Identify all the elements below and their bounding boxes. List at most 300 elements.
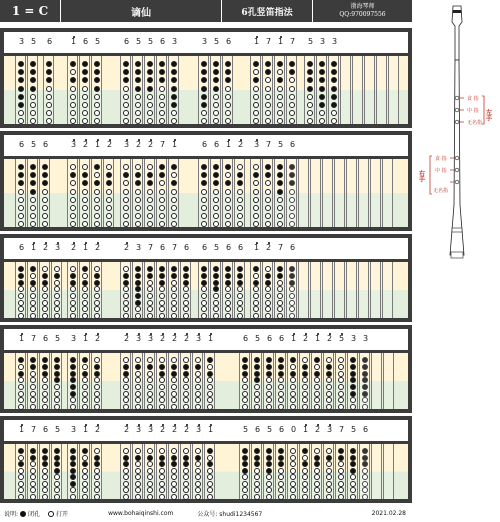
closed-hole-icon (94, 371, 100, 377)
open-hole-icon (18, 300, 24, 306)
open-hole-icon (159, 391, 165, 397)
closed-hole-icon (30, 189, 36, 195)
note: 2 (123, 243, 130, 252)
open-hole-icon (94, 197, 100, 203)
open-hole-icon (94, 377, 100, 383)
fingering-column (274, 159, 285, 227)
octave-dot (198, 333, 200, 335)
closed-hole-icon (277, 172, 283, 178)
open-hole-icon (94, 118, 100, 124)
note: 5 (338, 334, 345, 343)
closed-hole-icon (147, 180, 153, 186)
closed-hole-icon (171, 461, 177, 467)
note: 6 (242, 334, 249, 343)
open-hole-icon (123, 487, 129, 493)
open-hole-icon (290, 494, 296, 500)
open-hole-icon (171, 221, 177, 227)
closed-hole-icon (46, 77, 52, 83)
octave-dot (293, 333, 295, 335)
open-hole-icon (314, 377, 320, 383)
note: 1 (30, 243, 37, 252)
open-hole-icon (106, 189, 112, 195)
open-hole-icon (30, 293, 36, 299)
open-hole-icon (94, 110, 100, 116)
open-hole-icon (42, 468, 48, 474)
open-hole-icon (82, 189, 88, 195)
open-hole-icon (70, 180, 76, 186)
octave-dot (317, 333, 319, 335)
closed-hole-icon (159, 172, 165, 178)
open-hole-icon (277, 221, 283, 227)
open-hole-icon (331, 110, 337, 116)
closed-hole-icon (254, 377, 260, 383)
note: 7 (30, 425, 37, 434)
empty-column (286, 262, 297, 318)
open-hole-icon (225, 172, 231, 178)
open-hole-icon (171, 197, 177, 203)
closed-hole-icon (123, 273, 129, 279)
fingering-column (250, 262, 261, 318)
fingering-column (286, 56, 297, 124)
open-hole-icon (319, 110, 325, 116)
fingering-column (15, 159, 26, 227)
octave-dot (21, 424, 23, 426)
closed-hole-icon (225, 266, 231, 272)
open-hole-icon (135, 102, 141, 108)
open-label: 打开 (56, 511, 69, 518)
open-hole-icon (326, 481, 332, 487)
closed-hole-icon (54, 364, 60, 370)
fingering-column (239, 353, 250, 409)
open-hole-icon (123, 404, 129, 410)
closed-hole-icon (70, 77, 76, 83)
closed-hole-icon (18, 371, 24, 377)
open-hole-icon (195, 391, 201, 397)
open-hole-icon (54, 313, 60, 319)
empty-column (376, 56, 387, 124)
closed-hole-icon (54, 455, 60, 461)
closed-hole-icon (94, 77, 100, 83)
closed-hole-icon (42, 273, 48, 279)
open-hole-icon (277, 86, 283, 92)
closed-hole-icon (201, 61, 207, 67)
open-hole-icon (253, 94, 259, 100)
note: 6 (42, 334, 49, 343)
closed-hole-icon (213, 86, 219, 92)
open-hole-icon (147, 313, 153, 319)
closed-hole-icon (135, 286, 141, 292)
closed-hole-icon (213, 77, 219, 83)
open-hole-icon (82, 474, 88, 480)
open-hole-icon (30, 197, 36, 203)
closed-hole-icon (319, 86, 325, 92)
note: 2 (123, 425, 130, 434)
open-hole-icon (42, 286, 48, 292)
note: 5 (135, 37, 142, 46)
open-hole-icon (42, 300, 48, 306)
closed-hole-icon (70, 172, 76, 178)
open-hole-icon (277, 313, 283, 319)
open-hole-icon (302, 404, 308, 410)
open-hole-icon (225, 102, 231, 108)
octave-dot (174, 333, 176, 335)
closed-hole-icon (18, 94, 24, 100)
closed-hole-icon (350, 357, 356, 363)
open-hole-icon (30, 474, 36, 480)
octave-dot (305, 333, 307, 335)
note: 1 (290, 334, 297, 343)
closed-label: 闭孔 (28, 511, 41, 518)
closed-hole-icon (207, 461, 213, 467)
open-hole-icon (254, 494, 260, 500)
closed-hole-icon (135, 455, 141, 461)
open-hole-icon (278, 487, 284, 493)
closed-hole-icon (319, 61, 325, 67)
closed-hole-icon (159, 69, 165, 75)
closed-hole-icon (94, 164, 100, 170)
open-hole-icon (195, 487, 201, 493)
note: 3 (147, 334, 154, 343)
author-name: 渤海琴师 (350, 3, 375, 10)
closed-hole-icon (290, 357, 296, 363)
octave-dot (126, 139, 128, 141)
octave-dot (73, 36, 75, 38)
closed-hole-icon (253, 280, 259, 286)
octave-dot (256, 139, 258, 141)
open-hole-icon (350, 404, 356, 410)
octave-dot (268, 242, 270, 244)
open-hole-icon (18, 455, 24, 461)
closed-hole-icon (70, 273, 76, 279)
open-hole-icon (314, 391, 320, 397)
open-hole-icon (350, 494, 356, 500)
closed-hole-icon (278, 448, 284, 454)
octave-dot (329, 333, 331, 335)
open-hole-icon (290, 468, 296, 474)
empty-column (370, 159, 381, 227)
closed-hole-icon (70, 455, 76, 461)
open-hole-icon (18, 474, 24, 480)
note: 1 (18, 425, 25, 434)
open-hole-icon (213, 300, 219, 306)
closed-hole-icon (307, 69, 313, 75)
open-hole-icon (147, 293, 153, 299)
closed-hole-icon (183, 280, 189, 286)
open-hole-icon (253, 189, 259, 195)
open-hole-icon (42, 397, 48, 403)
fingering-column (120, 262, 131, 318)
open-hole-icon (18, 306, 24, 312)
closed-hole-icon (30, 266, 36, 272)
closed-hole-icon (42, 364, 48, 370)
open-hole-icon (70, 102, 76, 108)
open-hole-icon (82, 391, 88, 397)
empty-column (364, 56, 375, 124)
open-hole-icon (135, 94, 141, 100)
open-hole-icon (253, 180, 259, 186)
closed-hole-icon (135, 172, 141, 178)
open-hole-icon (201, 306, 207, 312)
open-hole-icon (213, 205, 219, 211)
open-hole-icon (70, 189, 76, 195)
open-hole-icon (135, 468, 141, 474)
open-hole-icon (54, 494, 60, 500)
open-hole-icon (237, 313, 243, 319)
fingering-column (79, 159, 90, 227)
open-hole-icon (183, 397, 189, 403)
closed-hole-icon (350, 391, 356, 397)
open-hole-icon (225, 189, 231, 195)
fingering-column (15, 56, 26, 124)
octave-dot (138, 333, 140, 335)
empty-column (359, 444, 370, 499)
open-hole-icon (253, 306, 259, 312)
open-hole-icon (70, 293, 76, 299)
open-hole-icon (147, 391, 153, 397)
open-hole-icon (18, 487, 24, 493)
closed-hole-icon (82, 448, 88, 454)
closed-hole-icon (253, 172, 259, 178)
open-hole-icon (242, 474, 248, 480)
note: 3 (331, 37, 338, 46)
note: 1 (253, 37, 260, 46)
fingering-column (15, 353, 26, 409)
note: 5 (242, 425, 249, 434)
octave-dot (280, 36, 282, 38)
closed-hole-icon (147, 86, 153, 92)
note: 2 (94, 334, 101, 343)
open-hole-icon (94, 313, 100, 319)
open-hole-icon (147, 481, 153, 487)
open-hole-icon (159, 86, 165, 92)
open-hole-icon (106, 164, 112, 170)
octave-dot (162, 333, 164, 335)
open-hole-icon (266, 391, 272, 397)
open-hole-icon (207, 468, 213, 474)
closed-hole-icon (18, 461, 24, 467)
closed-hole-icon (278, 357, 284, 363)
closed-hole-icon (314, 461, 320, 467)
notation-row (4, 32, 408, 53)
open-hole-icon (42, 293, 48, 299)
closed-hole-icon (277, 61, 283, 67)
open-hole-icon (277, 293, 283, 299)
open-hole-icon (70, 313, 76, 319)
note: 2 (302, 334, 309, 343)
open-hole-icon (46, 94, 52, 100)
fingering-column (15, 262, 26, 318)
open-hole-icon (18, 377, 24, 383)
closed-hole-icon (159, 461, 165, 467)
fingering-column (168, 444, 179, 499)
fingering-column (323, 353, 334, 409)
open-hole-icon (54, 300, 60, 306)
open-hole-icon (278, 494, 284, 500)
fingering-column (91, 56, 102, 124)
open-hole-icon (94, 468, 100, 474)
open-hole-icon (82, 384, 88, 390)
closed-hole-icon (82, 69, 88, 75)
empty-column (358, 262, 369, 318)
open-hole-icon (302, 391, 308, 397)
closed-hole-icon (94, 180, 100, 186)
octave-dot (256, 36, 258, 38)
open-hole-icon (42, 474, 48, 480)
fingering-column (79, 353, 90, 409)
open-hole-icon (159, 110, 165, 116)
closed-hole-icon (350, 384, 356, 390)
note: 3 (147, 425, 154, 434)
open-hole-icon (135, 110, 141, 116)
closed-hole-icon (54, 448, 60, 454)
open-hole-icon (213, 110, 219, 116)
website-link[interactable]: www.bohaiqinshi.com (108, 510, 174, 517)
closed-hole-icon (331, 77, 337, 83)
open-hole-icon (338, 377, 344, 383)
right-hand-label: 右手 (417, 170, 425, 182)
open-hole-icon (123, 164, 129, 170)
open-hole-icon (159, 221, 165, 227)
open-hole-icon (277, 286, 283, 292)
empty-column (388, 56, 399, 124)
closed-hole-icon (331, 86, 337, 92)
fingering-column (234, 159, 245, 227)
open-hole-icon (171, 397, 177, 403)
closed-hole-icon (159, 77, 165, 83)
open-hole-icon (278, 377, 284, 383)
open-hole-icon (195, 461, 201, 467)
open-hole-icon (159, 397, 165, 403)
fingering-column (156, 444, 167, 499)
closed-hole-icon (183, 455, 189, 461)
open-hole-icon (290, 364, 296, 370)
open-hole-icon (135, 474, 141, 480)
note: 2 (237, 140, 244, 149)
open-hole-icon (18, 293, 24, 299)
closed-hole-icon (253, 61, 259, 67)
open-hole-icon (30, 487, 36, 493)
open-hole-icon (82, 306, 88, 312)
note: 2 (159, 334, 166, 343)
closed-hole-icon (70, 364, 76, 370)
open-hole-icon (70, 286, 76, 292)
closed-hole-icon (195, 455, 201, 461)
closed-hole-icon (123, 364, 129, 370)
empty-column (310, 159, 321, 227)
open-hole-icon (123, 94, 129, 100)
closed-hole-icon (159, 280, 165, 286)
closed-hole-icon (123, 69, 129, 75)
closed-hole-icon (350, 448, 356, 454)
closed-hole-icon (302, 448, 308, 454)
closed-hole-icon (237, 280, 243, 286)
fingering-column (210, 159, 221, 227)
open-hole-icon (277, 69, 283, 75)
open-hole-icon (70, 300, 76, 306)
fingering-column (27, 56, 38, 124)
closed-hole-icon (183, 461, 189, 467)
fingering-column (311, 444, 322, 499)
note: 2 (123, 334, 130, 343)
fingering-column (120, 444, 131, 499)
open-hole-icon (350, 487, 356, 493)
open-hole-icon (171, 306, 177, 312)
open-hole-icon (18, 189, 24, 195)
open-hole-icon (70, 221, 76, 227)
open-hole-icon (253, 205, 259, 211)
closed-hole-icon (265, 61, 271, 67)
open-hole-icon (18, 481, 24, 487)
closed-hole-icon (106, 180, 112, 186)
open-hole-icon (253, 300, 259, 306)
fingering-column (262, 56, 273, 124)
closed-hole-icon (70, 474, 76, 480)
fingering-column (198, 159, 209, 227)
open-hole-icon (278, 481, 284, 487)
open-hole-icon (94, 221, 100, 227)
closed-hole-icon (201, 69, 207, 75)
closed-hole-icon (195, 364, 201, 370)
open-hole-icon (338, 364, 344, 370)
closed-hole-icon (265, 172, 271, 178)
open-hole-icon (147, 300, 153, 306)
octave-dot (150, 139, 152, 141)
open-hole-icon (207, 404, 213, 410)
open-hole-icon (201, 189, 207, 195)
open-hole-icon (171, 172, 177, 178)
left-index-label: 食 指 (467, 96, 479, 102)
note: 2 (183, 425, 190, 434)
note: 3 (123, 140, 130, 149)
open-hole-icon (106, 221, 112, 227)
closed-hole-icon (350, 468, 356, 474)
open-hole-icon (237, 286, 243, 292)
open-hole-icon (183, 286, 189, 292)
fingering-column (198, 262, 209, 318)
fingering-column (67, 56, 78, 124)
open-hole-icon (123, 448, 129, 454)
open-hole-icon (242, 384, 248, 390)
open-hole-icon (82, 300, 88, 306)
open-hole-icon (225, 205, 231, 211)
note: 1 (314, 334, 321, 343)
note: 2 (314, 425, 321, 434)
open-hole-icon (225, 313, 231, 319)
fingering-column (180, 353, 191, 409)
open-hole-icon (135, 357, 141, 363)
closed-hole-icon (201, 273, 207, 279)
note: 3 (135, 334, 142, 343)
fingering-grid (4, 159, 408, 227)
closed-hole-icon (331, 61, 337, 67)
open-hole-icon (195, 397, 201, 403)
closed-hole-icon (237, 180, 243, 186)
closed-hole-icon (18, 280, 24, 286)
note: 1 (253, 243, 260, 252)
closed-hole-icon (30, 69, 36, 75)
open-hole-icon (350, 481, 356, 487)
open-hole-icon (237, 164, 243, 170)
closed-hole-icon (266, 371, 272, 377)
open-hole-icon (46, 110, 52, 116)
octave-dot (174, 424, 176, 426)
open-hole-icon (171, 118, 177, 124)
open-hole-icon (82, 364, 88, 370)
open-hole-icon (123, 468, 129, 474)
open-hole-icon (201, 213, 207, 219)
closed-hole-icon (82, 280, 88, 286)
closed-hole-icon (183, 364, 189, 370)
